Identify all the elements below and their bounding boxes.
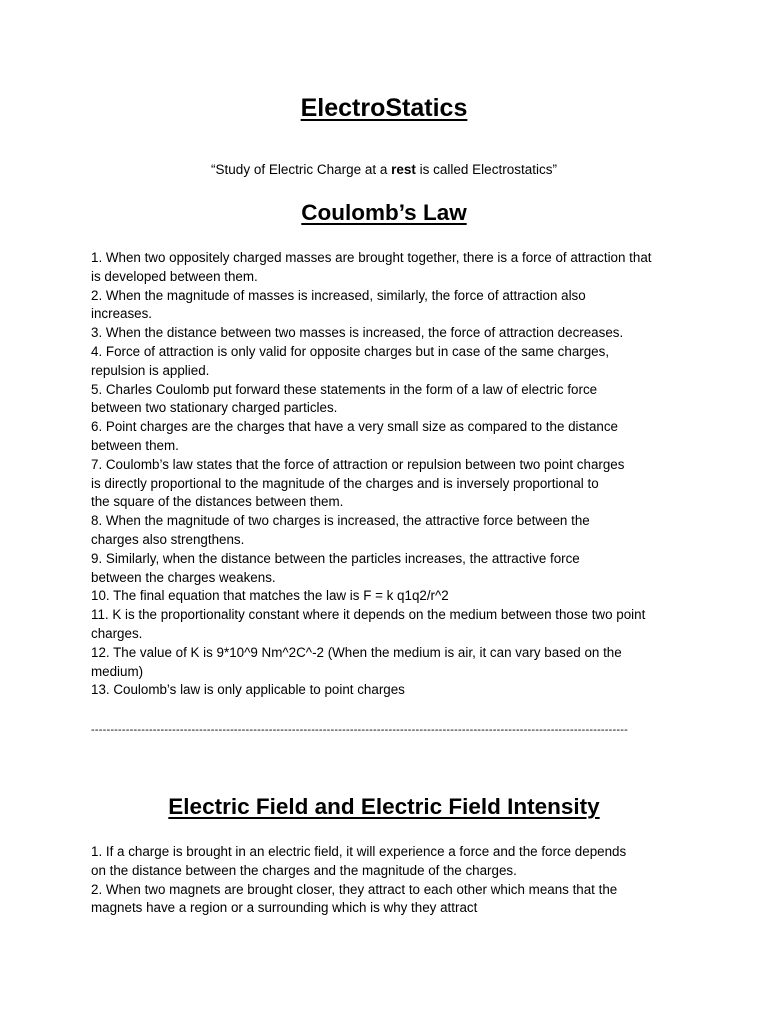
list-item: 3. When the distance between two masses is increased, the force of attraction decreases. (91, 325, 624, 341)
list-item: 5. Charles Coulomb put forward these statements in the form of a law of electric force between two stationary charged particles. (91, 381, 598, 416)
definition-quote (0, 161, 768, 179)
section-heading-electric-field: Electric Field and Electric Field Intensity (168, 794, 600, 819)
quote-bold-word: rest (391, 162, 416, 177)
section-divider: ------------------------------------------------------------------------------------------------------------------------------------------- (91, 724, 628, 736)
electric-field-list (91, 843, 677, 918)
list-item: 6. Point charges are the charges that have a very small size as compared to the distance between them. (91, 419, 618, 453)
quote-text-before: “Study of Electric Charge at a (211, 162, 392, 177)
list-item: 7. Coulomb’s law states that the force of attraction or repulsion between two point charges is directly proportional to the magnitude of the charges and is inversely proportional to the square of the distances between them. (91, 456, 625, 510)
document-title: ElectroStatics (300, 94, 468, 122)
list-item: 1. If a charge is brought in an electric field, it will experience a force and the force depends on the distance between the charges and the magnitude of the charges. (91, 844, 627, 878)
quote-text-after: is called Electrostatics” (415, 162, 557, 177)
list-item: 2. When two magnets are brought closer, they attract to each other which means that the magnets have a region or a surrounding which is why they attract (91, 881, 618, 916)
list-item: 1. When two oppositely charged masses are brought together, there is a force of attraction that is developed between them. (91, 250, 652, 284)
list-item: 8. When the magnitude of two charges is increased, the attractive force between the charges also strengthens. (91, 513, 590, 547)
list-item: 11. K is the proportionality constant where it depends on the medium between those two point charges. (91, 607, 646, 641)
list-item: 9. Similarly, when the distance between the particles increases, the attractive force between the charges weakens. (91, 550, 580, 585)
list-item: 10. The final equation that matches the law is F = k q1q2/r^2 (91, 588, 449, 604)
coulombs-law-list (91, 249, 677, 700)
list-item: 12. The value of K is 9*10^9 Nm^2C^-2 (When the medium is air, it can vary based on the medium) (91, 644, 622, 679)
list-item: 4. Force of attraction is only valid for opposite charges but in case of the same charges, repulsion is applied. (91, 343, 610, 378)
section-heading-coulombs-law: Coulomb’s Law (301, 200, 467, 225)
list-item: 2. When the magnitude of masses is increased, similarly, the force of attraction also increases. (91, 287, 586, 322)
list-item: 13. Coulomb’s law is only applicable to point charges (91, 682, 405, 698)
